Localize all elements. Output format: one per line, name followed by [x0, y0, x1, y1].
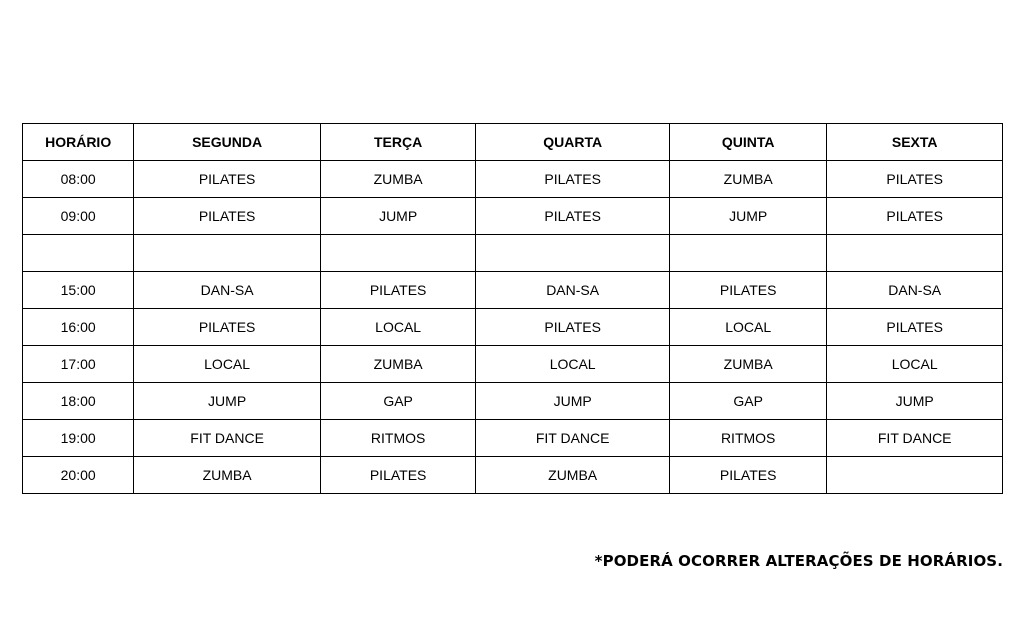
schedule-cell-sexta: FIT DANCE: [827, 420, 1003, 457]
schedule-cell-segunda: [134, 235, 321, 272]
schedule-header: [23, 124, 1003, 161]
schedule-cell-quinta: ZUMBA: [669, 161, 826, 198]
schedule-cell-sexta: PILATES: [827, 198, 1003, 235]
schedule-row: [23, 420, 1003, 457]
schedule-cell-segunda: LOCAL: [134, 346, 321, 383]
schedule-cell-quinta: LOCAL: [669, 309, 826, 346]
schedule-cell-time: 17:00: [23, 346, 134, 383]
schedule-cell-quarta: DAN-SA: [476, 272, 670, 309]
schedule-cell-segunda: PILATES: [134, 309, 321, 346]
schedule-cell-quarta: JUMP: [476, 383, 670, 420]
schedule-cell-terca: RITMOS: [320, 420, 475, 457]
schedule-cell-time: 20:00: [23, 457, 134, 494]
schedule-cell-time: 19:00: [23, 420, 134, 457]
schedule-cell-quarta: FIT DANCE: [476, 420, 670, 457]
schedule-cell-terca: ZUMBA: [320, 161, 475, 198]
header-horario: HORÁRIO: [23, 124, 134, 161]
schedule-row: [23, 161, 1003, 198]
schedule-cell-time: 18:00: [23, 383, 134, 420]
schedule-cell-terca: ZUMBA: [320, 346, 475, 383]
schedule-cell-quarta: LOCAL: [476, 346, 670, 383]
schedule-cell-segunda: JUMP: [134, 383, 321, 420]
header-quinta: QUINTA: [669, 124, 826, 161]
header-row: [23, 124, 1003, 161]
schedule-cell-sexta: PILATES: [827, 161, 1003, 198]
schedule-row: [23, 198, 1003, 235]
header-quarta: QUARTA: [476, 124, 670, 161]
schedule-cell-quarta: [476, 235, 670, 272]
schedule-cell-time: [23, 235, 134, 272]
schedule-cell-time: 09:00: [23, 198, 134, 235]
schedule-row: [23, 235, 1003, 272]
schedule-cell-terca: LOCAL: [320, 309, 475, 346]
schedule-cell-segunda: DAN-SA: [134, 272, 321, 309]
schedule-cell-quarta: PILATES: [476, 309, 670, 346]
schedule-cell-quinta: ZUMBA: [669, 346, 826, 383]
schedule-cell-terca: GAP: [320, 383, 475, 420]
schedule-cell-sexta: [827, 457, 1003, 494]
schedule-cell-sexta: DAN-SA: [827, 272, 1003, 309]
schedule-row: [23, 457, 1003, 494]
schedule-cell-sexta: LOCAL: [827, 346, 1003, 383]
schedule-cell-sexta: JUMP: [827, 383, 1003, 420]
schedule-cell-segunda: PILATES: [134, 198, 321, 235]
class-schedule-table: [22, 123, 1003, 494]
schedule-cell-time: 08:00: [23, 161, 134, 198]
schedule-cell-time: 16:00: [23, 309, 134, 346]
schedule-cell-quinta: PILATES: [669, 272, 826, 309]
schedule-row: [23, 383, 1003, 420]
schedule-cell-terca: JUMP: [320, 198, 475, 235]
schedule-row: [23, 309, 1003, 346]
schedule-cell-quinta: [669, 235, 826, 272]
schedule-cell-segunda: ZUMBA: [134, 457, 321, 494]
schedule-cell-segunda: PILATES: [134, 161, 321, 198]
schedule-cell-quinta: PILATES: [669, 457, 826, 494]
schedule-cell-quinta: GAP: [669, 383, 826, 420]
schedule-cell-quinta: RITMOS: [669, 420, 826, 457]
schedule-cell-quinta: JUMP: [669, 198, 826, 235]
schedule-change-note: *PODERÁ OCORRER ALTERAÇÕES DE HORÁRIOS.: [594, 552, 1003, 570]
schedule-cell-sexta: PILATES: [827, 309, 1003, 346]
schedule-body: [23, 161, 1003, 494]
schedule-cell-quarta: ZUMBA: [476, 457, 670, 494]
header-terca: TERÇA: [320, 124, 475, 161]
schedule-cell-time: 15:00: [23, 272, 134, 309]
schedule-row: [23, 346, 1003, 383]
schedule-cell-terca: [320, 235, 475, 272]
header-sexta: SEXTA: [827, 124, 1003, 161]
header-segunda: SEGUNDA: [134, 124, 321, 161]
schedule-cell-quarta: PILATES: [476, 198, 670, 235]
schedule-cell-quarta: PILATES: [476, 161, 670, 198]
schedule-cell-terca: PILATES: [320, 272, 475, 309]
schedule-cell-sexta: [827, 235, 1003, 272]
schedule-cell-segunda: FIT DANCE: [134, 420, 321, 457]
schedule-row: [23, 272, 1003, 309]
schedule-cell-terca: PILATES: [320, 457, 475, 494]
